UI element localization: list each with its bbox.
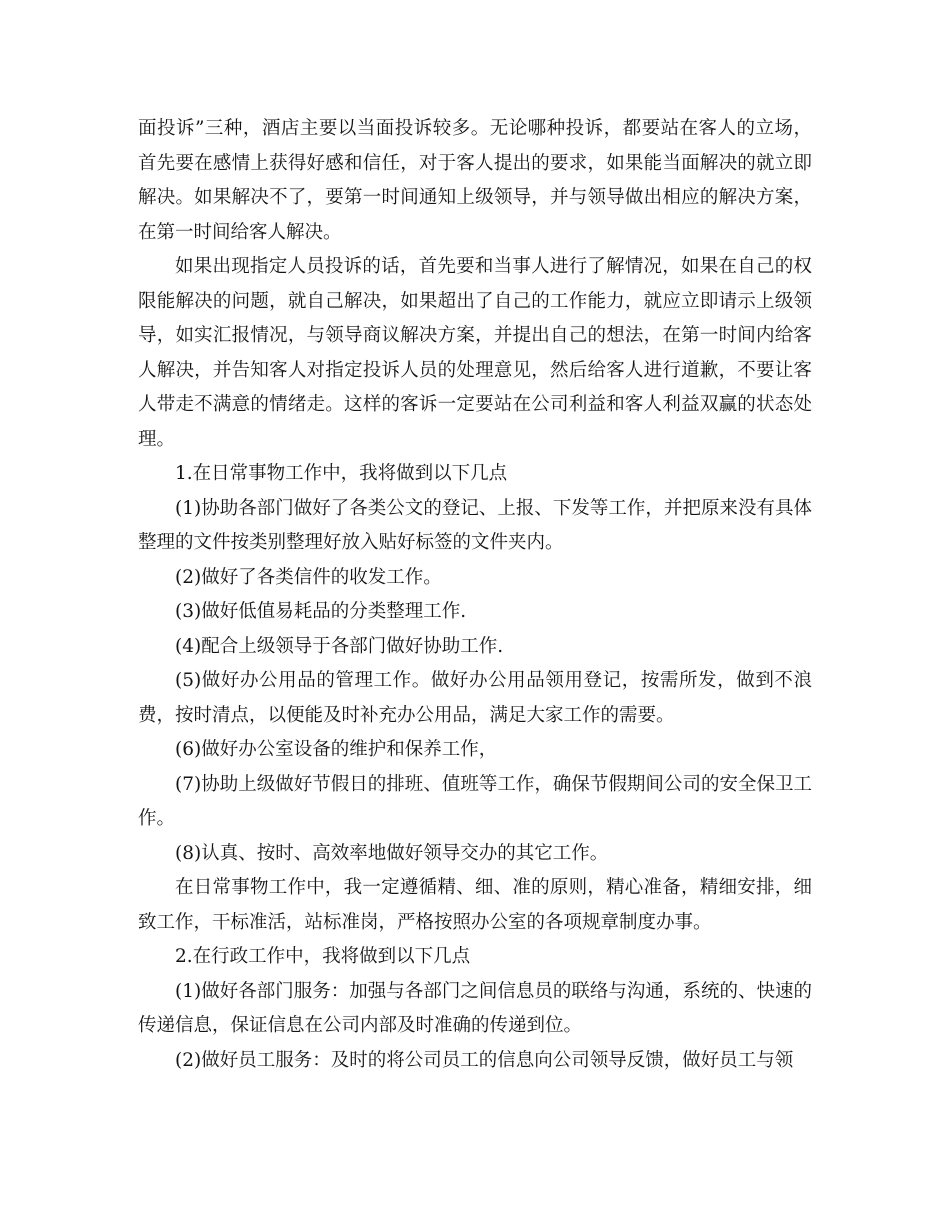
paragraph: 在日常事物工作中，我一定遵循精、细、准的原则，精心准备，精细安排，细致工作，干标准活，站标准岗，严格按照办公室的各项规章制度办事。 xyxy=(138,877,812,933)
list-item: (6)做好办公室设备的维护和保养工作， xyxy=(175,739,498,760)
list-item: (7)协助上级做好节假日的排班、值班等工作，确保节假期间公司的安全保卫工作。 xyxy=(138,773,812,829)
list-item: (1)协助各部门做好了各类公文的登记、上报、下发等工作，并把原来没有具体整理的文件按类别整理好放入贴好标签的文件夹内。 xyxy=(138,497,812,553)
paragraph: 如果出现指定人员投诉的话，首先要和当事人进行了解情况，如果在自己的权限能解决的问题，就自己解决，如果超出了自己的工作能力，就应立即请示上级领导，如实汇报情况，与领导商议解决方案，并提出自己的想法，在第一时间内给客人解决，并告知客人对指定投诉人员的处理意见，然后给客人进行道歉，不要让客人带走不满意的情绪走。这样的客诉一定要站在公司利益和客人利益双赢的状态处理。 xyxy=(138,256,812,450)
paragraph: 面投诉”三种，酒店主要以当面投诉较多。无论哪种投诉，都要站在客人的立场，首先要在感情上获得好感和信任，对于客人提出的要求，如果能当面解决的就立即解决。如果解决不了，要第一时间通知上级领导，并与领导做出相应的解决方案，在第一时间给客人解决。 xyxy=(138,118,812,243)
list-item: (2)做好员工服务：及时的将公司员工的信息向公司领导反馈，做好员工与领 xyxy=(175,1049,794,1071)
section-heading: 1.在日常事物工作中，我将做到以下几点 xyxy=(175,463,508,484)
section-heading: 2.在行政工作中，我将做到以下几点 xyxy=(175,946,471,967)
list-item: (8)认真、按时、高效率地做好领导交办的其它工作。 xyxy=(175,842,609,864)
document-page xyxy=(138,112,812,1078)
list-item: (5)做好办公用品的管理工作。做好办公用品领用登记，按需所发，做到不浪费，按时清点，以便能及时补充办公用品，满足大家工作的需要。 xyxy=(138,670,812,726)
list-item: (3)做好低值易耗品的分类整理工作. xyxy=(175,601,467,622)
list-item: (1)做好各部门服务：加强与各部门之间信息员的联络与沟通，系统的、快速的传递信息，保证信息在公司内部及时准确的传递到位。 xyxy=(138,980,812,1036)
list-item: (2)做好了各类信件的收发工作。 xyxy=(175,566,442,588)
list-item: (4)配合上级领导于各部门做好协助工作. xyxy=(175,635,504,657)
